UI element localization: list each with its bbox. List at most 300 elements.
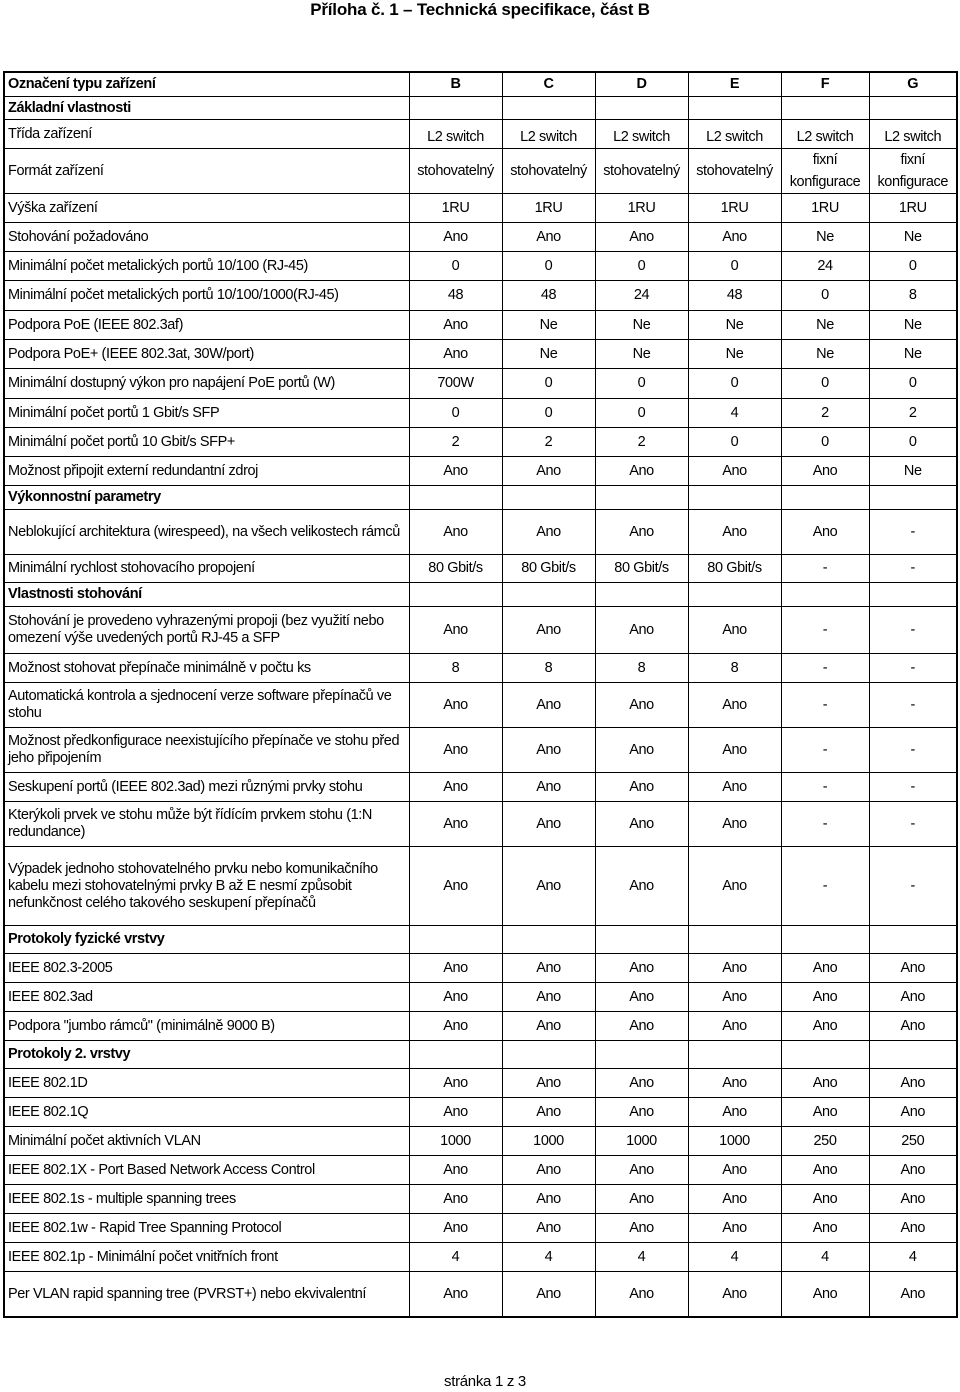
cell-d: Ano: [595, 954, 688, 983]
section-title: Výkonnostní parametry: [4, 486, 409, 510]
cell-d: Ano: [595, 802, 688, 847]
table-row: [4, 1098, 957, 1127]
cell-g: -: [869, 847, 957, 926]
row-label: Třída zařízení: [4, 120, 409, 149]
cell-e: Ano: [688, 773, 781, 802]
empty-cell: [595, 926, 688, 954]
cell-g: 4: [869, 1243, 957, 1272]
row-label: Podpora PoE+ (IEEE 802.3at, 30W/port): [4, 340, 409, 369]
cell-b: Ano: [409, 728, 502, 773]
cell-f: -: [781, 607, 869, 654]
cell-c: Ano: [502, 607, 595, 654]
empty-cell: [409, 97, 502, 120]
row-label: Automatická kontrola a sjednocení verze software přepínačů ve stohu: [4, 683, 409, 728]
cell-d: Ano: [595, 1272, 688, 1318]
column-header-c: C: [502, 72, 595, 97]
cell-g: Ne: [869, 223, 957, 252]
row-label: Minimální počet metalických portů 10/100 (RJ-45): [4, 252, 409, 281]
table-row: [4, 654, 957, 683]
cell-d: Ano: [595, 683, 688, 728]
cell-b: 48: [409, 281, 502, 311]
cell-f: Ano: [781, 954, 869, 983]
cell-d: Ano: [595, 223, 688, 252]
cell-g: Ano: [869, 1272, 957, 1318]
cell-f: Ano: [781, 1272, 869, 1318]
cell-b: Ano: [409, 1272, 502, 1318]
cell-d: 0: [595, 252, 688, 281]
cell-g: -: [869, 773, 957, 802]
empty-cell: [688, 97, 781, 120]
cell-c: Ne: [502, 311, 595, 340]
cell-e: Ano: [688, 607, 781, 654]
cell-b: Ano: [409, 773, 502, 802]
row-label: Možnost stohovat přepínače minimálně v počtu ks: [4, 654, 409, 683]
cell-f: Ano: [781, 983, 869, 1012]
cell-g: -: [869, 802, 957, 847]
table-row: [4, 194, 957, 223]
cell-f: 2: [781, 399, 869, 428]
cell-g: L2 switch: [869, 120, 957, 149]
row-label: Seskupení portů (IEEE 802.3ad) mezi různými prvky stohu: [4, 773, 409, 802]
row-label: Minimální dostupný výkon pro napájení PoE portů (W): [4, 369, 409, 399]
table-row: [4, 728, 957, 773]
cell-f: Ano: [781, 510, 869, 555]
cell-e: Ano: [688, 1012, 781, 1041]
row-label: Výška zařízení: [4, 194, 409, 223]
table-row: [4, 281, 957, 311]
empty-cell: [781, 1041, 869, 1069]
cell-f: Ano: [781, 1012, 869, 1041]
cell-b: Ano: [409, 802, 502, 847]
cell-c: 48: [502, 281, 595, 311]
cell-e: Ano: [688, 683, 781, 728]
row-label: Podpora PoE (IEEE 802.3af): [4, 311, 409, 340]
row-label: IEEE 802.1p - Minimální počet vnitřních front: [4, 1243, 409, 1272]
cell-b: 0: [409, 252, 502, 281]
empty-cell: [688, 583, 781, 607]
cell-b: 8: [409, 654, 502, 683]
row-label: Minimální počet portů 10 Gbit/s SFP+: [4, 428, 409, 457]
empty-cell: [409, 486, 502, 510]
table-row: [4, 983, 957, 1012]
cell-b: Ano: [409, 1098, 502, 1127]
row-label: Minimální počet metalických portů 10/100/1000(RJ-45): [4, 281, 409, 311]
row-label: IEEE 802.1s - multiple spanning trees: [4, 1185, 409, 1214]
cell-b: 0: [409, 399, 502, 428]
cell-f: Ano: [781, 1185, 869, 1214]
cell-d: Ne: [595, 340, 688, 369]
cell-c: stohovatelný: [502, 149, 595, 194]
cell-e: Ano: [688, 510, 781, 555]
cell-f: 1RU: [781, 194, 869, 223]
cell-b: Ano: [409, 1156, 502, 1185]
column-header-d: D: [595, 72, 688, 97]
cell-b: Ano: [409, 340, 502, 369]
cell-c: Ano: [502, 1069, 595, 1098]
table-row: [4, 399, 957, 428]
cell-f: 0: [781, 428, 869, 457]
section-title: Protokoly fyzické vrstvy: [4, 926, 409, 954]
table-row: [4, 223, 957, 252]
cell-d: Ano: [595, 983, 688, 1012]
cell-b: Ano: [409, 1069, 502, 1098]
cell-g: 1RU: [869, 194, 957, 223]
cell-f: -: [781, 555, 869, 583]
table-row: [4, 1127, 957, 1156]
cell-b: 700W: [409, 369, 502, 399]
row-label: Formát zařízení: [4, 149, 409, 194]
cell-g: Ano: [869, 1098, 957, 1127]
cell-e: 0: [688, 428, 781, 457]
table-row: [4, 683, 957, 728]
row-label: Minimální počet aktivních VLAN: [4, 1127, 409, 1156]
cell-c: Ano: [502, 983, 595, 1012]
cell-b: Ano: [409, 954, 502, 983]
table-row: [4, 802, 957, 847]
cell-c: Ano: [502, 728, 595, 773]
cell-g: -: [869, 728, 957, 773]
cell-c: Ano: [502, 1156, 595, 1185]
cell-b: L2 switch: [409, 120, 502, 149]
table-header-row: [4, 72, 957, 97]
cell-c: 0: [502, 369, 595, 399]
empty-cell: [869, 486, 957, 510]
cell-d: Ano: [595, 847, 688, 926]
cell-g: Ne: [869, 311, 957, 340]
table-row: [4, 1012, 957, 1041]
cell-f: 250: [781, 1127, 869, 1156]
table-row: [4, 1156, 957, 1185]
section-row: [4, 1041, 957, 1069]
cell-b: 1RU: [409, 194, 502, 223]
cell-e: Ano: [688, 954, 781, 983]
cell-f: Ano: [781, 1069, 869, 1098]
cell-c: 2: [502, 428, 595, 457]
empty-cell: [502, 486, 595, 510]
cell-f: Ano: [781, 1098, 869, 1127]
row-label: Výpadek jednoho stohovatelného prvku nebo komunikačního kabelu mezi stohovatelnými prvky B až E nesmí způsobit nefunkčnost celého takového seskupení přepínačů: [4, 847, 409, 926]
table-row: [4, 311, 957, 340]
cell-e: 48: [688, 281, 781, 311]
cell-g: Ne: [869, 340, 957, 369]
empty-cell: [595, 97, 688, 120]
cell-d: Ne: [595, 311, 688, 340]
cell-f: Ano: [781, 457, 869, 486]
cell-e: Ano: [688, 802, 781, 847]
cell-g: 2: [869, 399, 957, 428]
row-label: IEEE 802.1Q: [4, 1098, 409, 1127]
row-label: Neblokující architektura (wirespeed), na všech velikostech rámců: [4, 510, 409, 555]
section-row: [4, 486, 957, 510]
cell-d: Ano: [595, 1156, 688, 1185]
empty-cell: [869, 1041, 957, 1069]
section-row: [4, 583, 957, 607]
cell-d: 24: [595, 281, 688, 311]
empty-cell: [688, 486, 781, 510]
cell-g: Ano: [869, 1185, 957, 1214]
cell-c: 8: [502, 654, 595, 683]
cell-e: 1000: [688, 1127, 781, 1156]
cell-g: -: [869, 654, 957, 683]
cell-g: Ano: [869, 1012, 957, 1041]
empty-cell: [781, 583, 869, 607]
table-row: [4, 954, 957, 983]
cell-f: Ne: [781, 223, 869, 252]
empty-cell: [409, 1041, 502, 1069]
table-row: [4, 1069, 957, 1098]
section-row: [4, 926, 957, 954]
cell-c: 4: [502, 1243, 595, 1272]
cell-f: Ne: [781, 340, 869, 369]
cell-f: -: [781, 683, 869, 728]
row-label: Možnost připojit externí redundantní zdroj: [4, 457, 409, 486]
cell-f: 4: [781, 1243, 869, 1272]
cell-f: 0: [781, 369, 869, 399]
cell-f: -: [781, 847, 869, 926]
cell-e: Ne: [688, 311, 781, 340]
cell-g: fixní konfigurace: [869, 149, 957, 194]
cell-g: -: [869, 510, 957, 555]
empty-cell: [688, 926, 781, 954]
cell-c: Ano: [502, 457, 595, 486]
cell-f: 0: [781, 281, 869, 311]
cell-b: 4: [409, 1243, 502, 1272]
cell-c: L2 switch: [502, 120, 595, 149]
cell-g: 250: [869, 1127, 957, 1156]
cell-d: stohovatelný: [595, 149, 688, 194]
header-label: Označení typu zařízení: [4, 72, 409, 97]
row-label: IEEE 802.1D: [4, 1069, 409, 1098]
cell-b: Ano: [409, 1214, 502, 1243]
cell-e: Ano: [688, 728, 781, 773]
cell-f: 24: [781, 252, 869, 281]
cell-c: Ano: [502, 510, 595, 555]
cell-b: Ano: [409, 1185, 502, 1214]
empty-cell: [502, 583, 595, 607]
cell-b: Ano: [409, 1012, 502, 1041]
cell-c: Ano: [502, 1012, 595, 1041]
empty-cell: [869, 926, 957, 954]
row-label: Kterýkoli prvek ve stohu může být řídícím prvkem stohu (1:N redundance): [4, 802, 409, 847]
empty-cell: [595, 1041, 688, 1069]
cell-c: Ano: [502, 802, 595, 847]
page-title: Příloha č. 1 – Technická specifikace, část B: [310, 0, 650, 19]
cell-b: Ano: [409, 223, 502, 252]
cell-c: 0: [502, 399, 595, 428]
cell-g: Ano: [869, 983, 957, 1012]
column-header-e: E: [688, 72, 781, 97]
cell-d: Ano: [595, 1214, 688, 1243]
cell-f: -: [781, 728, 869, 773]
cell-b: 1000: [409, 1127, 502, 1156]
cell-d: 1RU: [595, 194, 688, 223]
row-label: Minimální počet portů 1 Gbit/s SFP: [4, 399, 409, 428]
cell-e: 4: [688, 399, 781, 428]
cell-d: 4: [595, 1243, 688, 1272]
table-row: [4, 773, 957, 802]
empty-cell: [409, 926, 502, 954]
cell-e: 0: [688, 369, 781, 399]
table-row: [4, 369, 957, 399]
cell-e: Ano: [688, 1069, 781, 1098]
cell-c: Ano: [502, 1185, 595, 1214]
cell-d: 2: [595, 428, 688, 457]
empty-cell: [869, 97, 957, 120]
cell-c: Ne: [502, 340, 595, 369]
cell-b: 2: [409, 428, 502, 457]
cell-e: L2 switch: [688, 120, 781, 149]
specification-table: [3, 71, 958, 1318]
cell-d: Ano: [595, 510, 688, 555]
cell-b: Ano: [409, 847, 502, 926]
cell-b: Ano: [409, 311, 502, 340]
table-row: [4, 607, 957, 654]
cell-b: Ano: [409, 607, 502, 654]
cell-d: Ano: [595, 607, 688, 654]
cell-b: 80 Gbit/s: [409, 555, 502, 583]
cell-e: Ano: [688, 1272, 781, 1318]
cell-e: Ano: [688, 847, 781, 926]
cell-c: Ano: [502, 1098, 595, 1127]
cell-f: Ano: [781, 1156, 869, 1185]
row-label: IEEE 802.1X - Port Based Network Access Control: [4, 1156, 409, 1185]
table-row: [4, 847, 957, 926]
cell-c: 0: [502, 252, 595, 281]
cell-d: Ano: [595, 1069, 688, 1098]
empty-cell: [502, 97, 595, 120]
cell-f: Ne: [781, 311, 869, 340]
cell-g: Ano: [869, 1069, 957, 1098]
cell-c: Ano: [502, 223, 595, 252]
cell-e: 4: [688, 1243, 781, 1272]
cell-g: Ano: [869, 1156, 957, 1185]
cell-c: Ano: [502, 1272, 595, 1318]
empty-cell: [869, 583, 957, 607]
cell-d: 80 Gbit/s: [595, 555, 688, 583]
cell-e: Ano: [688, 1156, 781, 1185]
cell-c: 1RU: [502, 194, 595, 223]
cell-b: Ano: [409, 457, 502, 486]
row-label: Per VLAN rapid spanning tree (PVRST+) nebo ekvivalentní: [4, 1272, 409, 1318]
cell-d: Ano: [595, 1098, 688, 1127]
table-row: [4, 457, 957, 486]
cell-e: Ano: [688, 983, 781, 1012]
cell-b: stohovatelný: [409, 149, 502, 194]
cell-c: Ano: [502, 847, 595, 926]
cell-c: 1000: [502, 1127, 595, 1156]
empty-cell: [502, 1041, 595, 1069]
cell-d: Ano: [595, 773, 688, 802]
row-label: Stohování požadováno: [4, 223, 409, 252]
row-label: IEEE 802.1w - Rapid Tree Spanning Protocol: [4, 1214, 409, 1243]
column-header-g: G: [869, 72, 957, 97]
row-label: Minimální rychlost stohovacího propojení: [4, 555, 409, 583]
cell-e: 1RU: [688, 194, 781, 223]
empty-cell: [409, 583, 502, 607]
cell-g: 0: [869, 369, 957, 399]
cell-d: Ano: [595, 457, 688, 486]
cell-b: Ano: [409, 683, 502, 728]
cell-c: Ano: [502, 773, 595, 802]
cell-e: Ano: [688, 1098, 781, 1127]
column-header-b: B: [409, 72, 502, 97]
cell-g: 8: [869, 281, 957, 311]
cell-g: Ano: [869, 1214, 957, 1243]
row-label: Podpora "jumbo rámců" (minimálně 9000 B): [4, 1012, 409, 1041]
cell-d: Ano: [595, 728, 688, 773]
cell-e: 8: [688, 654, 781, 683]
cell-f: Ano: [781, 1214, 869, 1243]
empty-cell: [502, 926, 595, 954]
cell-g: Ano: [869, 954, 957, 983]
cell-g: 0: [869, 428, 957, 457]
table-row: [4, 428, 957, 457]
cell-c: 80 Gbit/s: [502, 555, 595, 583]
section-title: Protokoly 2. vrstvy: [4, 1041, 409, 1069]
cell-b: Ano: [409, 983, 502, 1012]
empty-cell: [595, 583, 688, 607]
cell-e: Ne: [688, 340, 781, 369]
row-label: IEEE 802.3-2005: [4, 954, 409, 983]
table-row: [4, 149, 957, 194]
cell-f: fixní konfigurace: [781, 149, 869, 194]
cell-f: L2 switch: [781, 120, 869, 149]
cell-b: Ano: [409, 510, 502, 555]
table-row: [4, 1185, 957, 1214]
cell-e: stohovatelný: [688, 149, 781, 194]
cell-f: -: [781, 773, 869, 802]
empty-cell: [781, 486, 869, 510]
table-row: [4, 510, 957, 555]
cell-e: Ano: [688, 223, 781, 252]
cell-d: 1000: [595, 1127, 688, 1156]
cell-e: 80 Gbit/s: [688, 555, 781, 583]
empty-cell: [781, 926, 869, 954]
table-row: [4, 1272, 957, 1318]
cell-e: Ano: [688, 457, 781, 486]
empty-cell: [781, 97, 869, 120]
cell-e: Ano: [688, 1214, 781, 1243]
table-row: [4, 1243, 957, 1272]
table-row: [4, 120, 957, 149]
section-title: Vlastnosti stohování: [4, 583, 409, 607]
cell-f: -: [781, 654, 869, 683]
cell-c: Ano: [502, 683, 595, 728]
cell-d: Ano: [595, 1185, 688, 1214]
table-row: [4, 555, 957, 583]
cell-g: -: [869, 683, 957, 728]
empty-cell: [595, 486, 688, 510]
cell-f: -: [781, 802, 869, 847]
cell-g: Ne: [869, 457, 957, 486]
cell-g: -: [869, 555, 957, 583]
cell-g: 0: [869, 252, 957, 281]
cell-g: -: [869, 607, 957, 654]
cell-d: 0: [595, 399, 688, 428]
row-label: Stohování je provedeno vyhrazenými propoji (bez využití nebo omezení výše uvedených portů RJ-45 a SFP: [4, 607, 409, 654]
table-row: [4, 252, 957, 281]
table-row: [4, 340, 957, 369]
page-footer: stránka 1 z 3: [444, 1373, 526, 1390]
cell-d: Ano: [595, 1012, 688, 1041]
empty-cell: [688, 1041, 781, 1069]
cell-d: 8: [595, 654, 688, 683]
cell-e: 0: [688, 252, 781, 281]
row-label: IEEE 802.3ad: [4, 983, 409, 1012]
cell-d: L2 switch: [595, 120, 688, 149]
cell-e: Ano: [688, 1185, 781, 1214]
section-row: [4, 97, 957, 120]
